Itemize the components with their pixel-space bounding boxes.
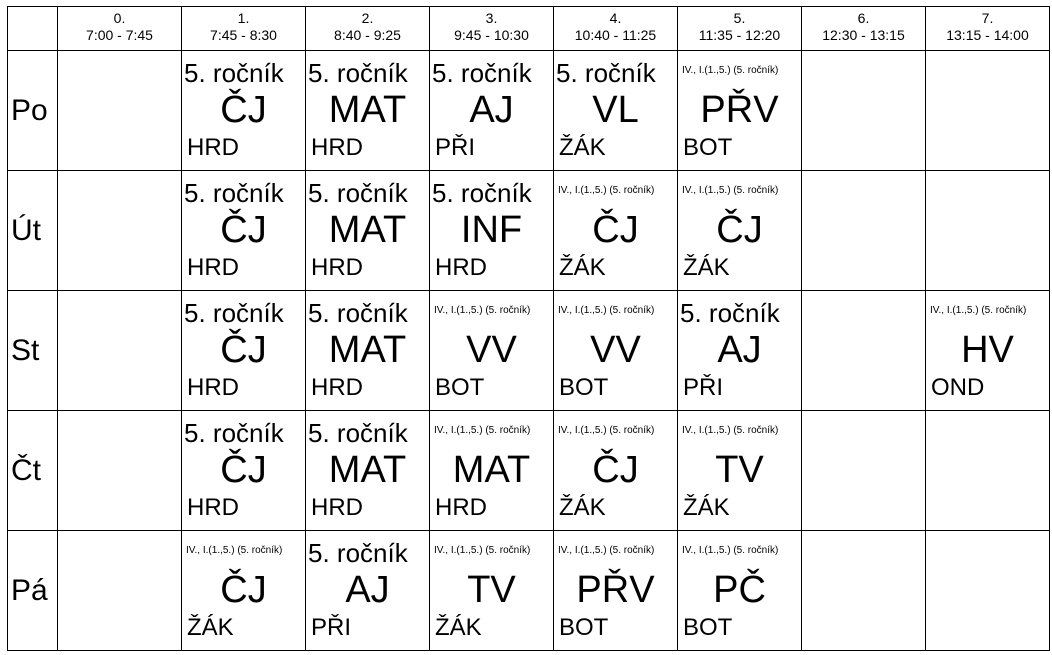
lesson-cell xyxy=(554,531,678,651)
lesson-teacher: ŽÁK xyxy=(559,494,606,521)
period-number: 2. xyxy=(361,10,374,26)
lesson-subject: AJ xyxy=(469,89,514,131)
lesson-cell xyxy=(182,51,306,171)
lesson-group: 5. ročník xyxy=(184,418,284,448)
period-time: 8:40 - 9:25 xyxy=(334,27,401,43)
lesson-subject: ČJ xyxy=(220,449,267,491)
lesson-cell xyxy=(430,411,554,531)
lesson-teacher: ŽÁK xyxy=(559,134,606,161)
lesson-subject: VV xyxy=(466,329,517,371)
lesson-teacher: BOT xyxy=(559,614,609,641)
corner-cell xyxy=(8,7,58,51)
lesson-teacher: PŘI xyxy=(683,374,724,401)
lesson-subject: MAT xyxy=(328,449,407,491)
empty-cell xyxy=(58,171,182,291)
period-number: 1. xyxy=(237,10,250,26)
lesson-group: IV., I.(1.,5.) (5. ročník) xyxy=(186,545,283,556)
period-time: 9:45 - 10:30 xyxy=(454,27,529,43)
lesson-cell xyxy=(306,291,430,411)
lesson-cell xyxy=(306,411,430,531)
lesson-subject: ČJ xyxy=(592,209,639,251)
lesson-group: IV., I.(1.,5.) (5. ročník) xyxy=(682,65,779,76)
empty-cell xyxy=(802,51,926,171)
lesson-group: IV., I.(1.,5.) (5. ročník) xyxy=(434,545,531,556)
lesson-group: IV., I.(1.,5.) (5. ročník) xyxy=(558,185,655,196)
lesson-group: 5. ročník xyxy=(308,58,408,88)
lesson-subject: ČJ xyxy=(716,209,763,251)
lesson-group: 5. ročník xyxy=(308,538,408,568)
period-number: 4. xyxy=(609,10,622,26)
lesson-cell xyxy=(306,171,430,291)
period-header xyxy=(58,7,182,51)
lesson-teacher: HRD xyxy=(435,494,487,521)
day-label: Po xyxy=(8,51,58,171)
timetable-grid xyxy=(7,6,1050,651)
lesson-subject: PŘV xyxy=(700,89,779,131)
lesson-group: IV., I.(1.,5.) (5. ročník) xyxy=(558,545,655,556)
lesson-teacher: ŽÁK xyxy=(435,614,482,641)
lesson-teacher: HRD xyxy=(187,254,239,281)
lesson-teacher: HRD xyxy=(311,134,363,161)
lesson-cell xyxy=(306,531,430,651)
lesson-teacher: PŘI xyxy=(435,134,476,161)
lesson-teacher: HRD xyxy=(187,134,239,161)
period-number: 7. xyxy=(981,10,994,26)
lesson-teacher: HRD xyxy=(311,254,363,281)
lesson-group: 5. ročník xyxy=(432,58,532,88)
empty-cell xyxy=(926,51,1050,171)
period-number: 5. xyxy=(733,10,746,26)
lesson-group: IV., I.(1.,5.) (5. ročník) xyxy=(682,185,779,196)
lesson-subject: MAT xyxy=(328,329,407,371)
lesson-cell xyxy=(430,291,554,411)
lesson-cell xyxy=(678,411,802,531)
lesson-cell xyxy=(182,291,306,411)
empty-cell xyxy=(802,171,926,291)
lesson-group: 5. ročník xyxy=(308,418,408,448)
lesson-group: IV., I.(1.,5.) (5. ročník) xyxy=(558,305,655,316)
lesson-teacher: BOT xyxy=(435,374,485,401)
lesson-cell xyxy=(678,51,802,171)
lesson-group: 5. ročník xyxy=(308,178,408,208)
lesson-subject: MAT xyxy=(328,209,407,251)
period-time: 12:30 - 13:15 xyxy=(822,27,905,43)
lesson-group: 5. ročník xyxy=(680,298,780,328)
period-header xyxy=(802,7,926,51)
lesson-cell xyxy=(430,51,554,171)
lesson-cell xyxy=(678,171,802,291)
lesson-group: 5. ročník xyxy=(184,58,284,88)
lesson-teacher: HRD xyxy=(435,254,487,281)
period-time: 10:40 - 11:25 xyxy=(574,27,657,43)
lesson-subject: ČJ xyxy=(220,569,267,611)
day-label: St xyxy=(8,291,58,411)
lesson-cell xyxy=(182,531,306,651)
empty-cell xyxy=(926,411,1050,531)
day-label: Čt xyxy=(8,411,58,531)
empty-cell xyxy=(58,411,182,531)
lesson-teacher: HRD xyxy=(187,494,239,521)
lesson-subject: ČJ xyxy=(220,329,267,371)
period-time: 13:15 - 14:00 xyxy=(946,27,1029,43)
lesson-subject: TV xyxy=(467,569,516,611)
lesson-cell xyxy=(554,411,678,531)
lesson-group: IV., I.(1.,5.) (5. ročník) xyxy=(434,305,531,316)
lesson-subject: INF xyxy=(460,209,523,251)
lesson-group: IV., I.(1.,5.) (5. ročník) xyxy=(682,545,779,556)
lesson-cell xyxy=(926,291,1050,411)
lesson-cell xyxy=(554,291,678,411)
lesson-teacher: HRD xyxy=(311,494,363,521)
lesson-teacher: PŘI xyxy=(311,614,352,641)
empty-cell xyxy=(926,171,1050,291)
lesson-subject: VL xyxy=(592,89,639,131)
lesson-teacher: ŽÁK xyxy=(559,254,606,281)
period-header xyxy=(926,7,1050,51)
period-header xyxy=(306,7,430,51)
lesson-group: IV., I.(1.,5.) (5. ročník) xyxy=(434,425,531,436)
period-number: 3. xyxy=(485,10,498,26)
lesson-group: IV., I.(1.,5.) (5. ročník) xyxy=(558,425,655,436)
lesson-subject: TV xyxy=(715,449,764,491)
lesson-cell xyxy=(430,531,554,651)
day-label: Út xyxy=(8,171,58,291)
empty-cell xyxy=(58,291,182,411)
lesson-group: 5. ročník xyxy=(184,298,284,328)
lesson-group: 5. ročník xyxy=(184,178,284,208)
empty-cell xyxy=(802,291,926,411)
empty-cell xyxy=(802,411,926,531)
lesson-cell xyxy=(306,51,430,171)
lesson-teacher: HRD xyxy=(187,374,239,401)
lesson-group: 5. ročník xyxy=(432,178,532,208)
lesson-cell xyxy=(554,51,678,171)
lesson-cell xyxy=(554,171,678,291)
lesson-group: 5. ročník xyxy=(556,58,656,88)
lesson-teacher: ŽÁK xyxy=(187,614,234,641)
lesson-cell xyxy=(430,171,554,291)
period-number: 6. xyxy=(857,10,870,26)
empty-cell xyxy=(58,531,182,651)
period-header xyxy=(430,7,554,51)
lesson-subject: MAT xyxy=(452,449,531,491)
lesson-group: 5. ročník xyxy=(308,298,408,328)
lesson-cell xyxy=(182,411,306,531)
lesson-subject: AJ xyxy=(717,329,762,371)
lesson-cell xyxy=(182,171,306,291)
period-time: 7:00 - 7:45 xyxy=(86,27,153,43)
lesson-cell xyxy=(678,291,802,411)
lesson-subject: ČJ xyxy=(592,449,639,491)
lesson-group: IV., I.(1.,5.) (5. ročník) xyxy=(930,305,1027,316)
lesson-subject: AJ xyxy=(345,569,390,611)
period-time: 7:45 - 8:30 xyxy=(210,27,277,43)
lesson-teacher: BOT xyxy=(683,134,733,161)
empty-cell xyxy=(802,531,926,651)
lesson-teacher: ŽÁK xyxy=(683,494,730,521)
lesson-teacher: HRD xyxy=(311,374,363,401)
period-header xyxy=(554,7,678,51)
lesson-subject: PŘV xyxy=(576,569,655,611)
lesson-teacher: BOT xyxy=(683,614,733,641)
lesson-teacher: ŽÁK xyxy=(683,254,730,281)
lesson-subject: ČJ xyxy=(220,89,267,131)
period-number: 0. xyxy=(113,10,126,26)
period-time: 11:35 - 12:20 xyxy=(698,27,781,43)
lesson-subject: HV xyxy=(961,329,1014,371)
day-label: Pá xyxy=(8,531,58,651)
lesson-group: IV., I.(1.,5.) (5. ročník) xyxy=(682,425,779,436)
lesson-teacher: BOT xyxy=(559,374,609,401)
lesson-subject: PČ xyxy=(713,569,766,611)
period-header xyxy=(678,7,802,51)
lesson-teacher: OND xyxy=(931,374,985,401)
lesson-cell xyxy=(678,531,802,651)
empty-cell xyxy=(926,531,1050,651)
lesson-subject: VV xyxy=(590,329,641,371)
empty-cell xyxy=(58,51,182,171)
period-header xyxy=(182,7,306,51)
lesson-subject: MAT xyxy=(328,89,407,131)
lesson-subject: ČJ xyxy=(220,209,267,251)
